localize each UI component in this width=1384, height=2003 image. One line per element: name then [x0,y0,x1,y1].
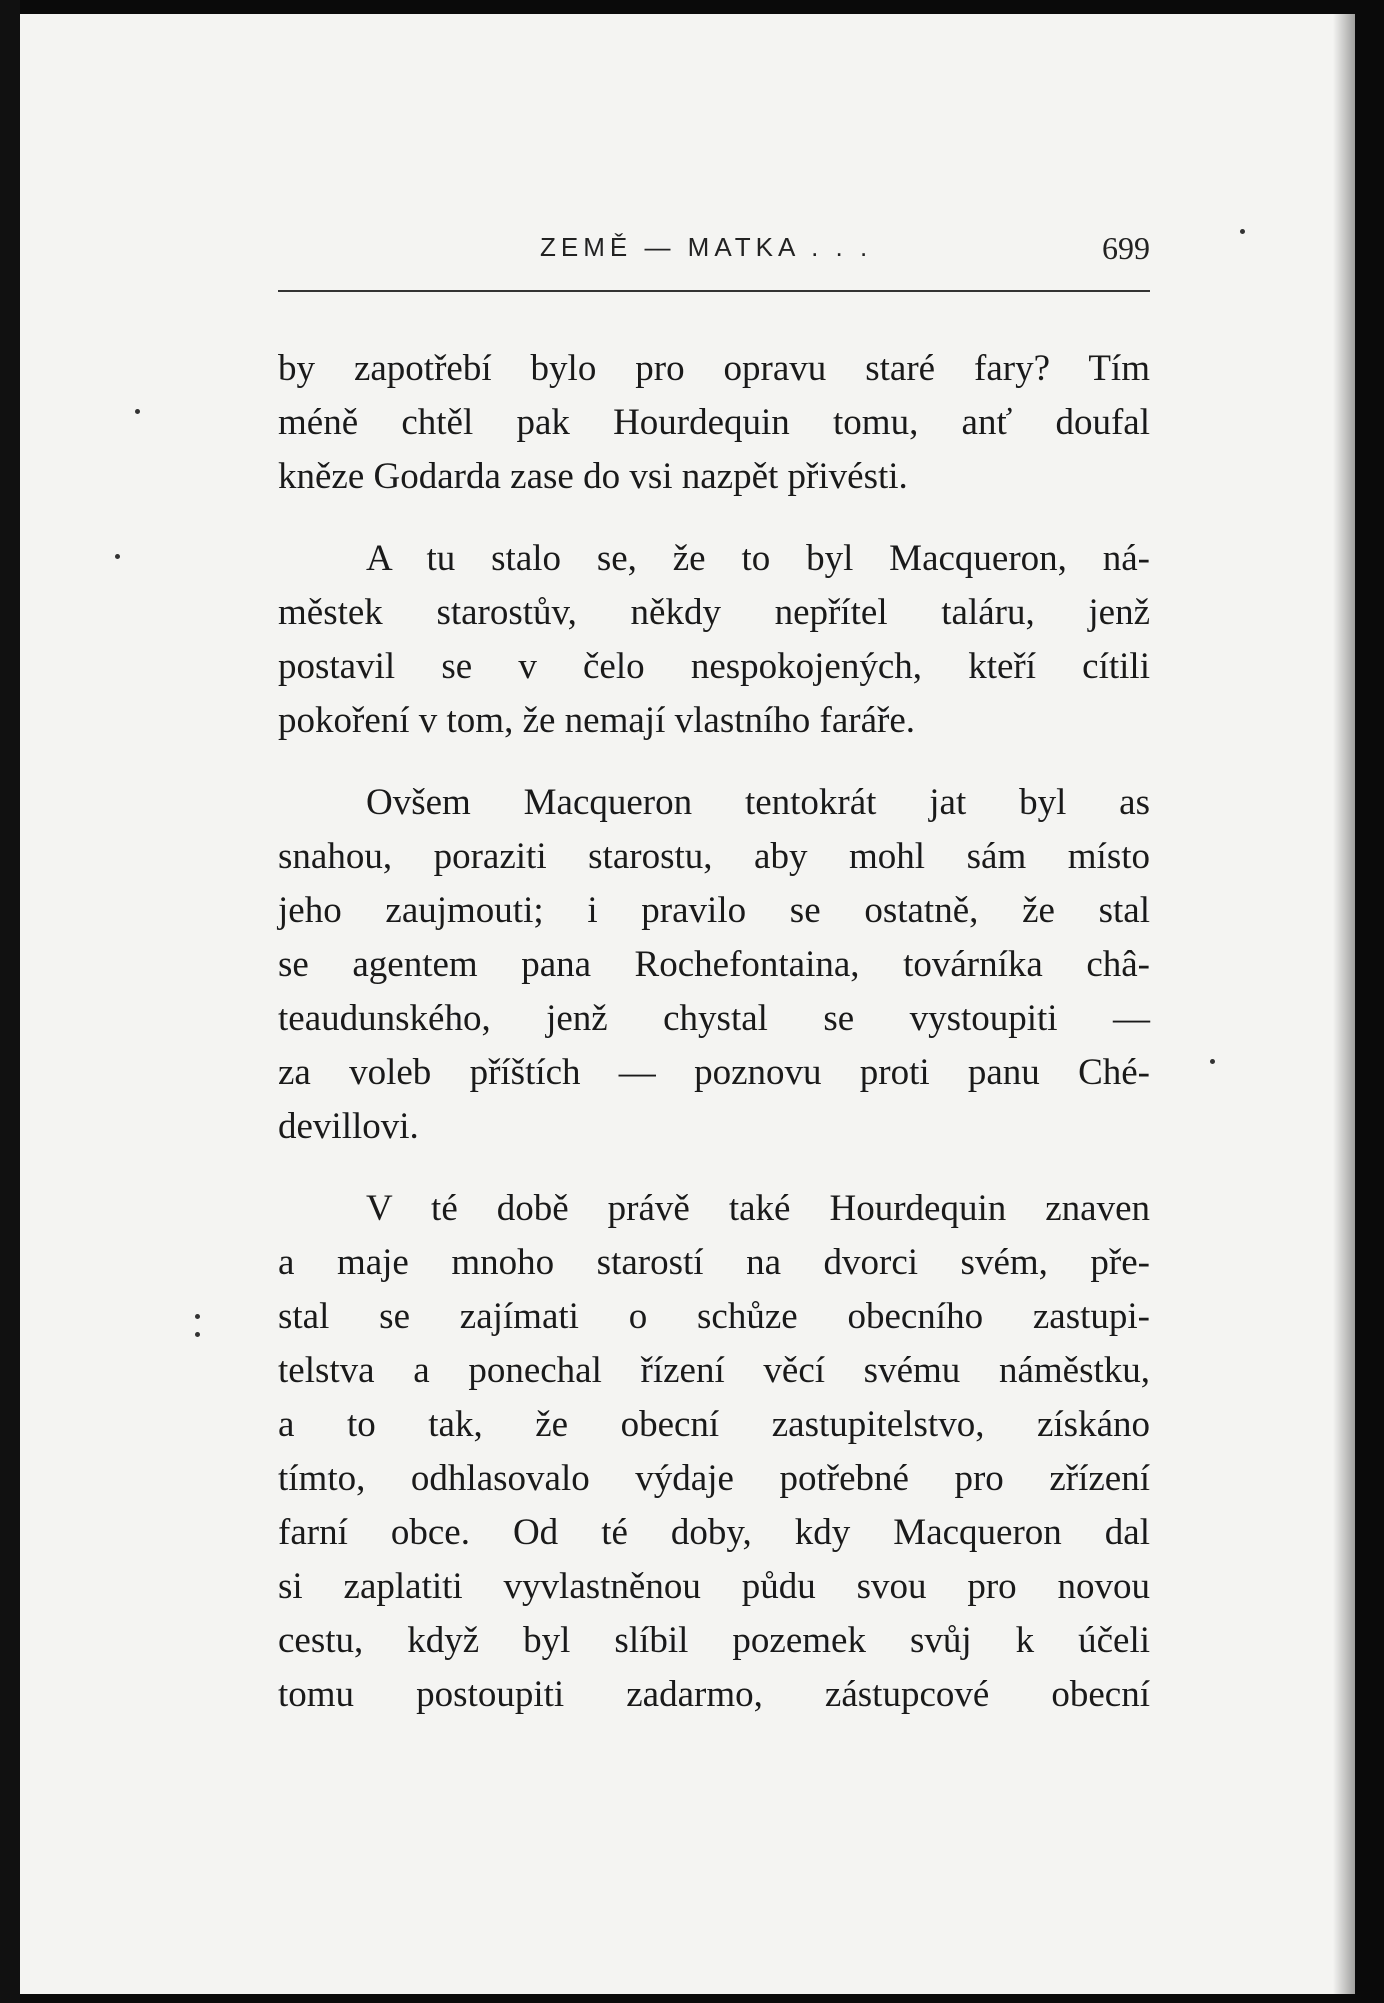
scan-mark [4,1005,20,1008]
scan-speck [1240,229,1245,234]
scan-speck [1210,1059,1215,1064]
body-text [278,342,1150,1722]
scan-mark [4,1470,20,1473]
text-line: si zaplatiti vyvlastněnou půdu svou pro novou [278,1566,1150,1607]
scan-mark [4,370,20,373]
text-line: za voleb příštích — poznovu proti panu Ché- [278,1052,1150,1093]
paragraph [278,532,1150,748]
text-line: Ovšem Macqueron tentokrát jat byl as [366,782,1150,823]
text-line: teaudunského, jenž chystal se vystoupiti — [278,998,1150,1039]
text-line: snahou, poraziti starostu, aby mohl sám místo [278,836,1150,877]
text-line: méně chtěl pak Hourdequin tomu, anť doufal [278,402,1150,443]
text-line: V té době právě také Hourdequin znaven [366,1188,1150,1229]
text-line: postavil se v čelo nespokojených, kteří cítili [278,646,1150,687]
scan-speck [195,1314,200,1319]
paragraph [278,776,1150,1154]
text-line: tomu postoupiti zadarmo, zástupcové obecní [278,1674,1150,1715]
text-line: a maje mnoho starostí na dvorci svém, pře- [278,1242,1150,1283]
text-line: městek starostův, někdy nepřítel taláru, jenž [278,592,1150,633]
text-line: a to tak, že obecní zastupitelstvo, získáno [278,1404,1150,1445]
text-line: pokoření v tom, že nemají vlastního faráře. [278,700,916,741]
header-rule [278,290,1150,292]
text-line: by zapotřebí bylo pro opravu staré fary? Tím [278,348,1150,389]
scan-speck [115,554,120,559]
text-line: jeho zaujmouti; i pravilo se ostatně, že stal [278,890,1150,931]
scan-mark [4,495,20,498]
running-title: ZEMĚ — MATKA . . . [540,232,873,262]
scan-mark [4,90,20,93]
text-line: devillovi. [278,1106,419,1147]
scan-mark [4,1880,20,1883]
text-line: tímto, odhlasovalo výdaje potřebné pro zřízení [278,1458,1150,1499]
page-number: 699 [1102,230,1150,266]
paragraph [278,342,1150,504]
text-line: se agentem pana Rochefontaina, továrníka châ- [278,944,1150,985]
text-line: A tu stalo se, že to byl Macqueron, ná- [366,538,1150,579]
text-line: telstva a ponechal řízení věcí svému náměstku, [278,1350,1150,1391]
text-line: kněze Godarda zase do vsi nazpět přivésti. [278,456,908,497]
scan-speck [135,409,140,414]
scan-speck [195,1332,200,1337]
text-line: farní obce. Od té doby, kdy Macqueron dal [278,1512,1150,1553]
page-header [278,226,1150,276]
scan-left-edge [0,0,20,2003]
paragraph [278,1182,1150,1722]
text-line: stal se zajímati o schůze obecního zastupi- [278,1296,1150,1337]
text-line: cestu, když byl slíbil pozemek svůj k účeli [278,1620,1150,1661]
page-edge-shadow [1333,14,1355,1994]
